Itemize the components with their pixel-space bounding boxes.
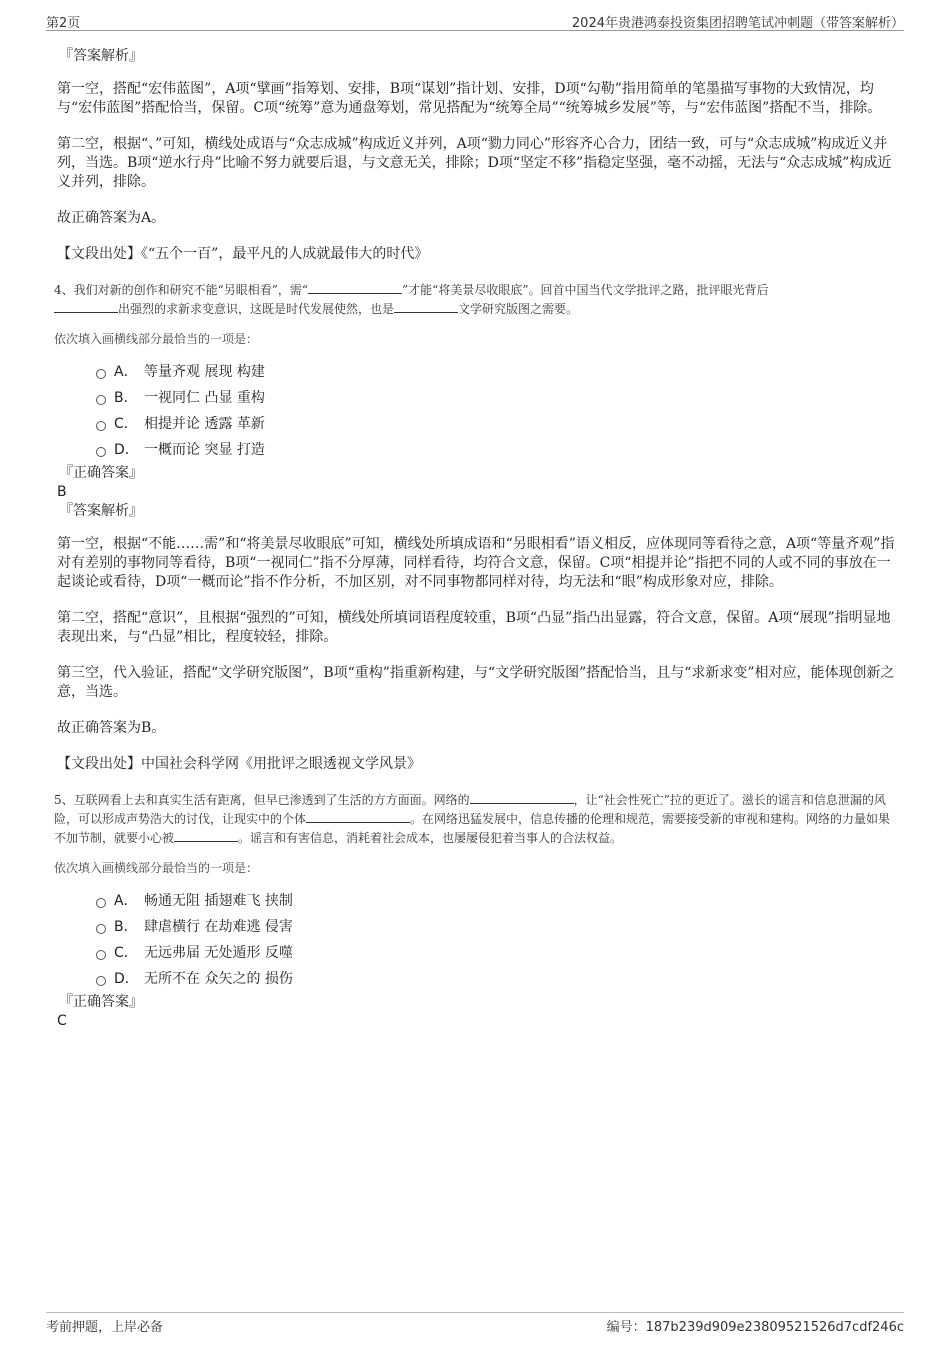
answer-blank — [394, 300, 458, 313]
source-citation: 【文段出处】《“五个一百”，最平凡的人成就最伟大的时代》 — [57, 246, 429, 262]
radio-button-icon[interactable] — [96, 950, 106, 960]
question-4-stem: 4、我们对新的创作和研究不能“另眼相看”，需“ ”才能“将美景尽收眼底”。回首中国当代文学批评之路，批评眼光背后 出强烈的求新求变意识，这既是时代发展使然，也是 文学研究版图之需要。 — [54, 283, 769, 316]
radio-button-icon[interactable] — [96, 924, 106, 934]
option-a[interactable]: A． 等量齐观 展现 构建 — [96, 359, 897, 385]
analysis-conclusion: 故正确答案为A。 — [57, 210, 166, 226]
analysis-paragraph: 第一空，搭配“宏伟蓝图”，A项“擘画”指筹划、安排，B项“谋划”指计划、安排，D项“勾勒”指用简单的笔墨描写事物的大致情况，均与“宏伟蓝图”搭配恰当，保留。C项“统筹”意为通盘筹划，常见搭配为“统筹全局”“统筹城乡发展”等，与“宏伟蓝图”搭配不当，排除。 — [57, 81, 882, 116]
answer-label: 『正确答案』 — [59, 465, 143, 481]
page-footer — [46, 1312, 904, 1335]
analysis-paragraph: 第二空，根据“、”可知，横线处成语与“众志成城”构成近义并列，A项“勠力同心”形容齐心合力，团结一致，可与“众志成城”构成近义并列，当选。B项“逆水行舟”比喻不努力就要后退，与文意无关，排除；D项“坚定不移”指稳定坚强，毫不动摇，无法与“众志成城”构成近义并列，排除。 — [57, 136, 892, 190]
question-instruction: 依次填入画横线部分最恰当的一项是： — [54, 332, 259, 346]
analysis-paragraph: 第二空，搭配“意识”，且根据“强烈的”可知，横线处所填词语程度较重，B项“凸显”指凸出显露，符合文意，保留。A项“展现”指明显地表现出来，与“凸显”相比，程度较轻，排除。 — [57, 610, 891, 645]
analysis-label: 『答案解析』 — [59, 48, 143, 64]
radio-button-icon[interactable] — [96, 976, 106, 986]
option-a[interactable]: A． 畅通无阻 插翅难飞 挟制 — [96, 888, 897, 914]
question-4-options — [96, 359, 897, 463]
correct-answer: B — [57, 484, 67, 500]
radio-button-icon[interactable] — [96, 898, 106, 908]
analysis-paragraph: 第一空，根据“不能……需”和“将美景尽收眼底”可知，横线处所填成语和“另眼相看”语义相反，应体现同等看待之意，A项“等量齐观”指对有差别的事物同等看待，B项“一视同仁”指不分厚薄，同样看待，均符合文意，保留。C项“相提并论”指把不同的人或不同的事放在一起谈论或看待，D项“一概而论”指不作分析，不加区别，对不同事物都同样对待，均无法和“眼”构成形象对应，排除。 — [57, 536, 895, 590]
page-number: 第2页 — [46, 16, 81, 31]
answer-blank — [306, 810, 410, 823]
radio-button-icon[interactable] — [96, 421, 106, 431]
answer-label: 『正确答案』 — [59, 994, 143, 1010]
question-5-stem: 5、互联网看上去和真实生活有距离，但早已渗透到了生活的方方面面。网络的 ，让“社会性死亡”拉的更近了。滋长的谣言和信息泄漏的风险，可以形成声势浩大的讨伐，让现实中的个体 。在网络迅猛发展中，信息传播的伦理和规范，需要接受新的审视和建构。网络的力量如果不加节制，就要小心被 。谣言和有害信息，消耗着社会成本，也屡屡侵犯着当事人的合法权益。 — [54, 793, 891, 845]
option-b[interactable]: B． 一视同仁 凸显 重构 — [96, 385, 897, 411]
option-b[interactable]: B． 肆虐横行 在劫难逃 侵害 — [96, 914, 897, 940]
option-d[interactable]: D． 一概而论 突显 打造 — [96, 437, 897, 463]
document-title: 2024年贵港鸿泰投资集团招聘笔试冲刺题（带答案解析） — [571, 16, 904, 31]
option-c[interactable]: C． 无远弗届 无处遁形 反噬 — [96, 940, 897, 966]
analysis-label: 『答案解析』 — [59, 503, 143, 519]
correct-answer: C — [57, 1013, 67, 1029]
analysis-conclusion: 故正确答案为B。 — [57, 720, 166, 736]
option-c[interactable]: C． 相提并论 透露 革新 — [96, 411, 897, 437]
question-instruction: 依次填入画横线部分最恰当的一项是： — [54, 861, 259, 875]
radio-button-icon[interactable] — [96, 369, 106, 379]
document-id: 编号：187b239d909e23809521526d7cdf246c — [606, 1320, 904, 1335]
radio-button-icon[interactable] — [96, 447, 106, 457]
answer-blank — [54, 300, 118, 313]
source-citation: 【文段出处】中国社会科学网《用批评之眼透视文学风景》 — [57, 756, 421, 772]
page-content — [54, 46, 897, 1030]
option-d[interactable]: D． 无所不在 众矢之的 损伤 — [96, 966, 897, 992]
answer-blank — [308, 281, 402, 294]
page-header — [46, 10, 904, 31]
answer-blank — [470, 791, 574, 804]
radio-button-icon[interactable] — [96, 395, 106, 405]
answer-blank — [174, 829, 238, 842]
analysis-paragraph: 第三空，代入验证，搭配“文学研究版图”，B项“重构”指重新构建，与“文学研究版图”搭配恰当，且与“求新求变”相对应，能体现创新之意，当选。 — [57, 665, 895, 700]
footer-slogan: 考前押题，上岸必备 — [46, 1320, 164, 1335]
question-5-options — [96, 888, 897, 992]
